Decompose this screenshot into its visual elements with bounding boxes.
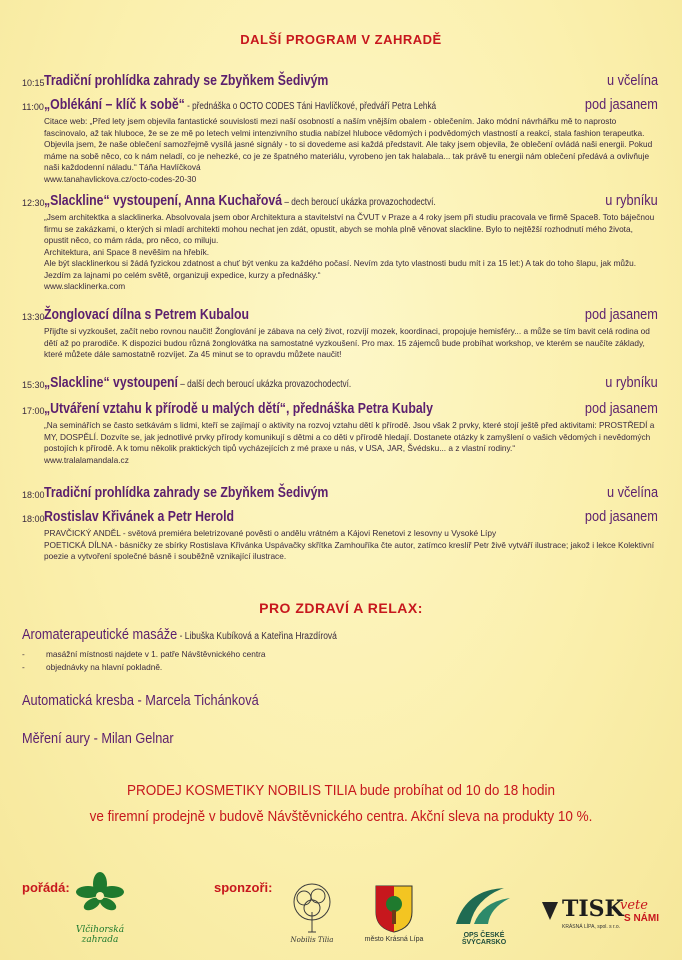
tisk-main: TISK (562, 896, 624, 922)
event-url[interactable]: www.tralalamandala.cz (44, 454, 129, 465)
event-place: pod jasanem (584, 96, 658, 113)
event-1 (22, 72, 658, 92)
page-heading: DALŠÍ PROGRAM V ZAHRADĚ (240, 32, 442, 47)
event-place: u rybníku (605, 374, 658, 391)
event-title: Tradiční prohlídka zahrady se Zbyňkem Šedivým (44, 72, 329, 89)
sponsor-1-caption: Nobilis Tilia (290, 936, 334, 944)
event-description: „Jsem architektka a slacklinerka. Absolvovala jsem obor Architektura a stavitelství na ČVUT v Praze a 4 roky jsem při studiu pracovala ve firmě Space8. Toto báječnou firmu se zakázkami, o kterých si mladí architekti mohou nechat jen zdát, opustit, abych se mohla plně věnovat slackline. Bylo to nejtěžší rozhodnutí mého života, opustit něco, co mám ráda, pro něco, co miluju. Architektura, ani Space 8 nevěšim na hřebík. Ale být slacklinerkou si žádá fyzickou zdatnost a chuť být venku za každého počasí. Nevím zda tyto vlastnosti budu mít i za 15 let:) A tak do toho šlapu, jak můžu. Jezdím za lajnami po celém světě, organizuji expedice, kurzy a přednášky.“ www.slacklinerka.com (44, 212, 658, 293)
event-url[interactable]: www.tanahavlickova.cz/octo-codes-20-30 (44, 173, 197, 184)
sponsor-tisk (540, 896, 662, 940)
tisk-mark-icon (540, 900, 560, 922)
event-4 (22, 306, 658, 359)
event-place: u včelína (606, 484, 658, 501)
event-7 (22, 484, 658, 504)
event-time: 18:00 (22, 490, 45, 500)
organizer-logo-text: Vlčihorská zahrada (75, 925, 125, 945)
event-8 (22, 508, 658, 561)
event-description: „Na seminářích se často setkávám s lidmi, kteří se zajímají o aktivity na rozvoj vztahu dětí k přírodě. Jsou však 2 prvky, které stojí ještě před aktivitami: PROSTŘEDÍ a MY, DOSPĚLÍ. Dozvíte se, jak jednotlivé prvky přírody komunikují s dětmi a co děti v přírodě hledají. Dostanete otázky k zamyšlení o vašich vědomých i nevědomých postojích k přírodě. A k tomu několik praktických tipů vycházejících z mé praxe u nás, v USA, JAR, Švédsku... a z vlastní rodiny.“ www.tralalamandala.cz (44, 420, 658, 466)
event-time: 18:00 (22, 514, 45, 524)
sponsor-nobilis-tilia (284, 882, 340, 944)
event-title: Tradiční prohlídka zahrady se Zbyňkem Šedivým (44, 484, 329, 501)
sponsor-3-caption: OPS ČESKÉ ŠVÝCARSKO (461, 932, 507, 946)
tisk-script: vete (620, 898, 648, 913)
event-title: „Slackline“ vystoupení, Anna Kuchařová – dech beroucí ukázka provazochodectví. (44, 192, 436, 209)
sponsor-2-caption: město Krásná Lípa (364, 936, 424, 943)
aura-title: Měření aury - Milan Gelnar (22, 730, 174, 747)
event-time: 17:00 (22, 406, 45, 416)
event-5 (22, 374, 658, 394)
sponsor-ops (446, 880, 522, 944)
garden-flower-icon (62, 872, 138, 922)
tree-icon (284, 882, 340, 934)
event-3 (22, 192, 658, 291)
event-description: Citace web: „Před lety jsem objevila fantastické souvislosti mezi naší osobností a naším vnějším obalem - oblečením. Jako módní návrhářku mě to naprosto fascinovalo, až tak hluboce, že se ze mě po letech velmi intenzivního studia nabízel hluboce vědomých i podvědomých vlastností a reakcí, stala fashion terapeutka. Objevila jsem, že naše oblečení samozřejmě vysílá jasné signály - to si dovedeme asi každá představit. Ale taky jsem objevila, že oblečení ovládá naši energii. Pokud máme na sobě něco, co k nám neladí, co je nehezké, co je ze špatného materiálu, vyrobeno jen tak halabala... tak právě tu energii nám oblečení předává a ovlivňuje naši každodenní náladu.“ Táňa Havlíčková www.tanahavlickova.cz/octo-codes-20-30 (44, 116, 658, 185)
event-description: PRAVČICKÝ ANDĚL - světová premiéra beletrizované pověsti o andělu vrátném a Kájovi Renetovi z lesovny u Vysoké Lípy POETICKÁ DÍLNA - básničky ze sbírky Rostislava Křivánka Uspávačky skřítka Zamhouříka čte autor, zatímco kreslíř Petr živě vytváří ilustrace; jakož i lekce Kolektivní poezie a vytvoření společné básně i souběžně vznikající ilustrace. (44, 528, 655, 561)
event-title: „Slackline“ vystoupení – další dech beroucí ukázka provazochodectví. (44, 374, 352, 391)
promo-line-2: ve firemní prodejně v budově Návštěvnického centra. Akční sleva na produkty 10 %. (89, 808, 593, 825)
organizer-logo (62, 872, 138, 945)
relax-heading: PRO ZDRAVÍ A RELAX: (259, 600, 423, 616)
massage-bullet-1: - masážní místnosti najdete v 1. patře Návštěvnického centra (22, 649, 266, 659)
event-time: 10:15 (22, 78, 45, 88)
event-title: Rostislav Křivánek a Petr Herold (44, 508, 235, 525)
tisk-small: KRÁSNÁ LÍPA, spol. s r.o. (562, 924, 620, 930)
event-title: „Utváření vztahu k přírodě u malých dětí“, přednáška Petra Kubaly (44, 400, 433, 417)
sponsor-krasna-lipa (364, 884, 424, 944)
event-place: pod jasanem (584, 508, 658, 525)
event-6 (22, 400, 658, 465)
coat-of-arms-icon (364, 884, 424, 934)
event-place: pod jasanem (584, 306, 658, 323)
event-time: 13:30 (22, 312, 45, 322)
event-time: 15:30 (22, 380, 45, 390)
drawing-title: Automatická kresba - Marcela Tichánková (22, 692, 259, 709)
promo-line-1: PRODEJ KOSMETIKY NOBILIS TILIA bude probíhat od 10 do 18 hodin (126, 782, 555, 799)
event-2 (22, 96, 658, 184)
event-place: pod jasanem (584, 400, 658, 417)
event-time: 12:30 (22, 198, 45, 208)
event-place: u včelína (606, 72, 658, 89)
tisk-sub: S NÁMI (624, 913, 659, 924)
event-title: „Oblékání – klíč k sobě“ - přednáška o OCTO CODES Táni Havlíčkové, předváří Petra Lehká (44, 96, 437, 113)
event-url[interactable]: www.slacklinerka.com (44, 281, 126, 291)
event-place: u rybníku (605, 192, 658, 209)
event-title: Žonglovací dílna s Petrem Kubalou (44, 306, 250, 323)
massage-title: Aromaterapeutické masáže - Libuška Kubíková a Kateřina Hrazdírová (22, 626, 337, 643)
sponsors-label: sponzoři: (214, 880, 273, 895)
organizer-label: pořádá: (22, 880, 70, 895)
event-description: Přijďte si vyzkoušet, začít nebo rovnou naučit! Žonglování je zábava na celý život, rozvíjí mozek, koordinaci, propojuje hemisféry... a může se tím bavit celá rodina od dětí až po prarodiče. K dispozici budou různá žonglovátka na samostatné vyzkoušení. Pro max. 15 zájemců bude probíhat workshop, ve kterém se naučíte základy, které můžete dále samostatně rozvíjet. Za 45 minut se to opravdu můžete naučit! (44, 326, 650, 359)
ops-swoosh-icon (446, 880, 522, 930)
event-time: 11:00 (22, 102, 44, 112)
massage-bullet-2: - objednávky na hlavní pokladně. (22, 662, 163, 672)
